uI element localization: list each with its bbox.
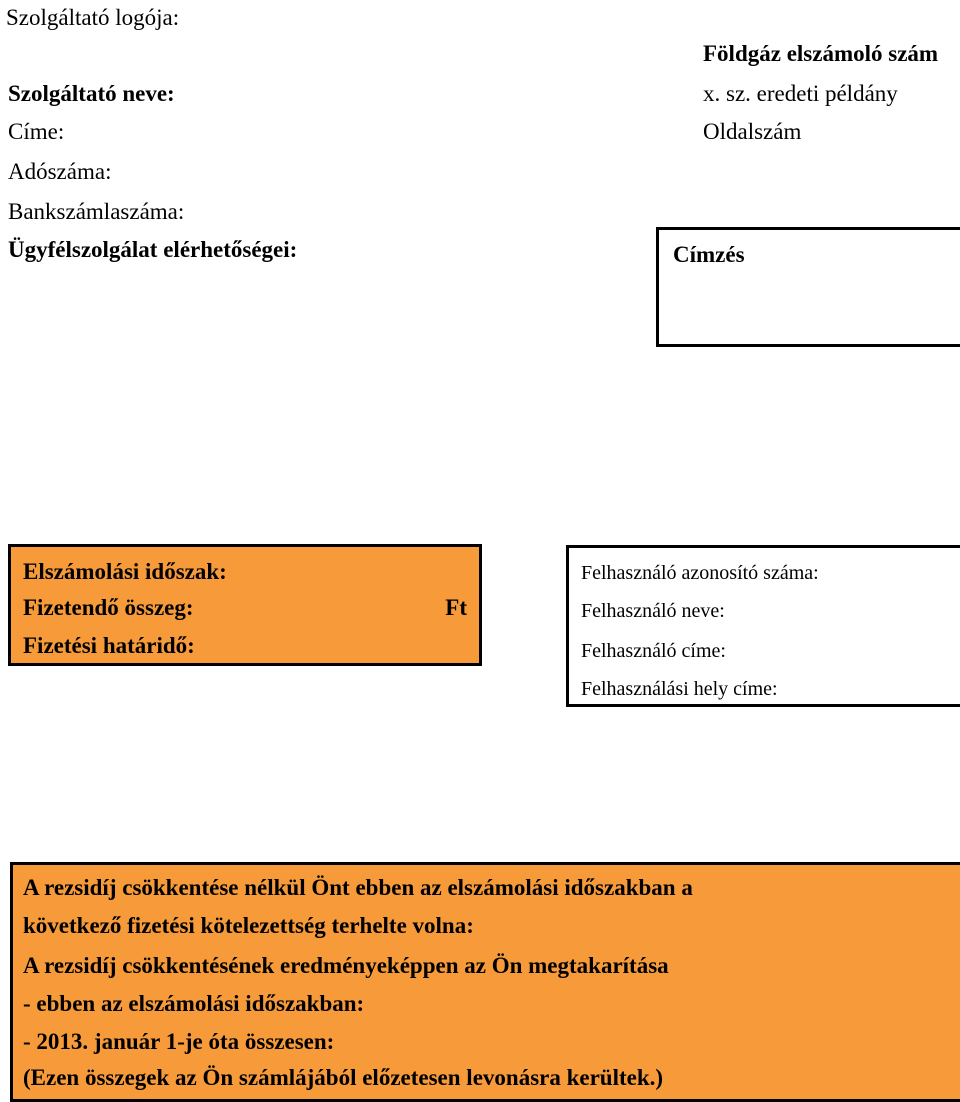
amount-due-label: Fizetendő összeg: bbox=[23, 595, 194, 620]
savings-note: (Ezen összegek az Ön számlájából előzetesen levonásra kerültek.) bbox=[23, 1065, 664, 1090]
customer-id-label: Felhasználó azonosító száma: bbox=[581, 562, 819, 584]
savings-period-label: - ebben az elszámolási időszakban: bbox=[23, 991, 365, 1016]
customer-name-label: Felhasználó neve: bbox=[581, 600, 725, 622]
customer-info-box bbox=[566, 545, 960, 707]
consumption-site-address-label: Felhasználási hely címe: bbox=[581, 678, 778, 700]
savings-text-line: A rezsidíj csökkentésének eredményeképpen az Ön megtakarítása bbox=[23, 953, 669, 978]
invoice-page-number-label: Oldalszám bbox=[703, 119, 802, 144]
invoice-copy-line: x. sz. eredeti példány bbox=[703, 81, 898, 106]
payment-due-date-label: Fizetési határidő: bbox=[23, 633, 195, 658]
invoice-title: Földgáz elszámoló szám bbox=[703, 41, 939, 66]
savings-text-line: A rezsidíj csökkentése nélkül Önt ebben az elszámolási időszakban a bbox=[23, 875, 693, 900]
billing-summary-box bbox=[8, 544, 482, 666]
customer-address-label: Felhasználó címe: bbox=[581, 640, 726, 662]
utility-savings-box bbox=[10, 862, 960, 1102]
recipient-address-label: Címzés bbox=[673, 242, 745, 267]
provider-customer-service-label: Ügyfélszolgálat elérhetőségei: bbox=[8, 237, 298, 262]
billing-period-label: Elszámolási időszak: bbox=[23, 559, 227, 584]
savings-total-label: - 2013. január 1-je óta összesen: bbox=[23, 1029, 335, 1054]
savings-text-line: következő fizetési kötelezettség terhelte volna: bbox=[23, 913, 474, 938]
provider-bank-account-label: Bankszámlaszáma: bbox=[8, 199, 185, 224]
recipient-address-box bbox=[656, 227, 960, 347]
amount-currency-unit: Ft bbox=[445, 595, 467, 620]
provider-address-label: Címe: bbox=[8, 119, 65, 144]
provider-logo-label: Szolgáltató logója: bbox=[6, 5, 180, 30]
provider-tax-number-label: Adószáma: bbox=[8, 159, 112, 184]
provider-name-label: Szolgáltató neve: bbox=[8, 81, 175, 106]
